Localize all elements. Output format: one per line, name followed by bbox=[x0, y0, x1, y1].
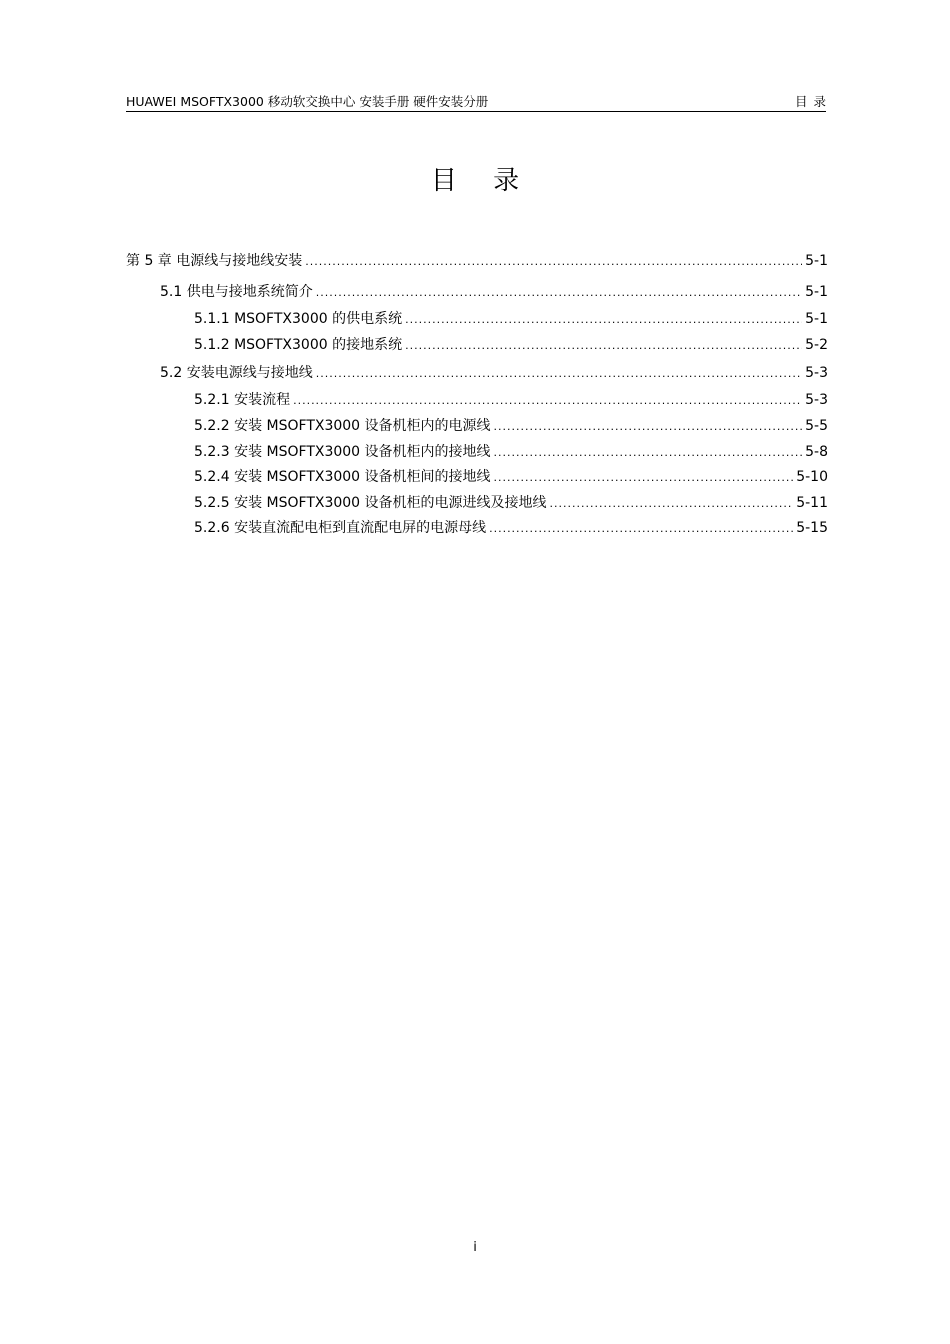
toc-dot-leader bbox=[316, 283, 802, 303]
header-document-title: HUAWEI MSOFTX3000 移动软交换中心 安装手册 硬件安装分册 bbox=[126, 94, 489, 109]
toc-dot-leader bbox=[316, 364, 802, 384]
toc-entry-text: 5.1.1 MSOFTX3000 的供电系统 bbox=[194, 311, 403, 327]
toc-entry-text: 5.2.3 安装 MSOFTX3000 设备机柜内的接地线 bbox=[194, 444, 491, 460]
toc-entry[interactable] bbox=[194, 467, 828, 488]
toc-dot-leader bbox=[494, 468, 794, 488]
toc-page-number: 5-8 bbox=[805, 444, 828, 460]
toc-page-number: 5-1 bbox=[805, 284, 828, 300]
toc-page-number: 5-1 bbox=[805, 311, 828, 327]
toc-entry[interactable] bbox=[194, 309, 828, 330]
toc-entry[interactable] bbox=[194, 518, 828, 539]
page-title: 目 录 bbox=[430, 166, 534, 196]
toc-page-number: 5-3 bbox=[805, 365, 828, 381]
toc-entry[interactable] bbox=[194, 390, 828, 411]
toc-entry[interactable] bbox=[194, 416, 828, 437]
toc-entry-text: 第 5 章 电源线与接地线安装 bbox=[126, 253, 303, 269]
toc-page-number: 5-1 bbox=[805, 253, 828, 269]
toc-entry[interactable] bbox=[194, 442, 828, 463]
header-section-name: 目录 bbox=[794, 94, 832, 109]
toc-dot-leader bbox=[550, 494, 794, 514]
toc-entry-text: 5.1.2 MSOFTX3000 的接地系统 bbox=[194, 337, 403, 353]
toc-dot-leader bbox=[305, 252, 802, 272]
toc-dot-leader bbox=[489, 519, 793, 539]
toc-entry-text: 5.2 安装电源线与接地线 bbox=[160, 365, 313, 381]
toc-entry-text: 5.2.6 安装直流配电柜到直流配电屏的电源母线 bbox=[194, 520, 487, 536]
page-number: i bbox=[473, 1240, 477, 1255]
toc-entry-text: 5.2.4 安装 MSOFTX3000 设备机柜间的接地线 bbox=[194, 469, 491, 485]
toc-page-number: 5-5 bbox=[805, 418, 828, 434]
toc-page-number: 5-11 bbox=[796, 495, 828, 511]
toc-dot-leader bbox=[405, 336, 802, 356]
toc-entry-text: 5.1 供电与接地系统简介 bbox=[160, 284, 313, 300]
toc-dot-leader bbox=[293, 391, 802, 411]
toc-page-number: 5-3 bbox=[805, 392, 828, 408]
toc-dot-leader bbox=[405, 310, 802, 330]
page-header bbox=[126, 94, 832, 112]
toc-dot-leader bbox=[494, 417, 803, 437]
toc-dot-leader bbox=[494, 443, 803, 463]
toc-entry-text: 5.2.2 安装 MSOFTX3000 设备机柜内的电源线 bbox=[194, 418, 491, 434]
toc-page-number: 5-2 bbox=[805, 337, 828, 353]
toc-page-number: 5-10 bbox=[796, 469, 828, 485]
toc-entry-text: 5.2.1 安装流程 bbox=[194, 392, 291, 408]
toc-entry[interactable] bbox=[160, 363, 828, 384]
toc-entry[interactable] bbox=[194, 335, 828, 356]
toc-entry[interactable] bbox=[160, 282, 828, 303]
toc-entry[interactable] bbox=[194, 493, 828, 514]
toc-entry-text: 5.2.5 安装 MSOFTX3000 设备机柜的电源进线及接地线 bbox=[194, 495, 547, 511]
toc-entry[interactable] bbox=[126, 251, 828, 272]
toc-page-number: 5-15 bbox=[796, 520, 828, 536]
